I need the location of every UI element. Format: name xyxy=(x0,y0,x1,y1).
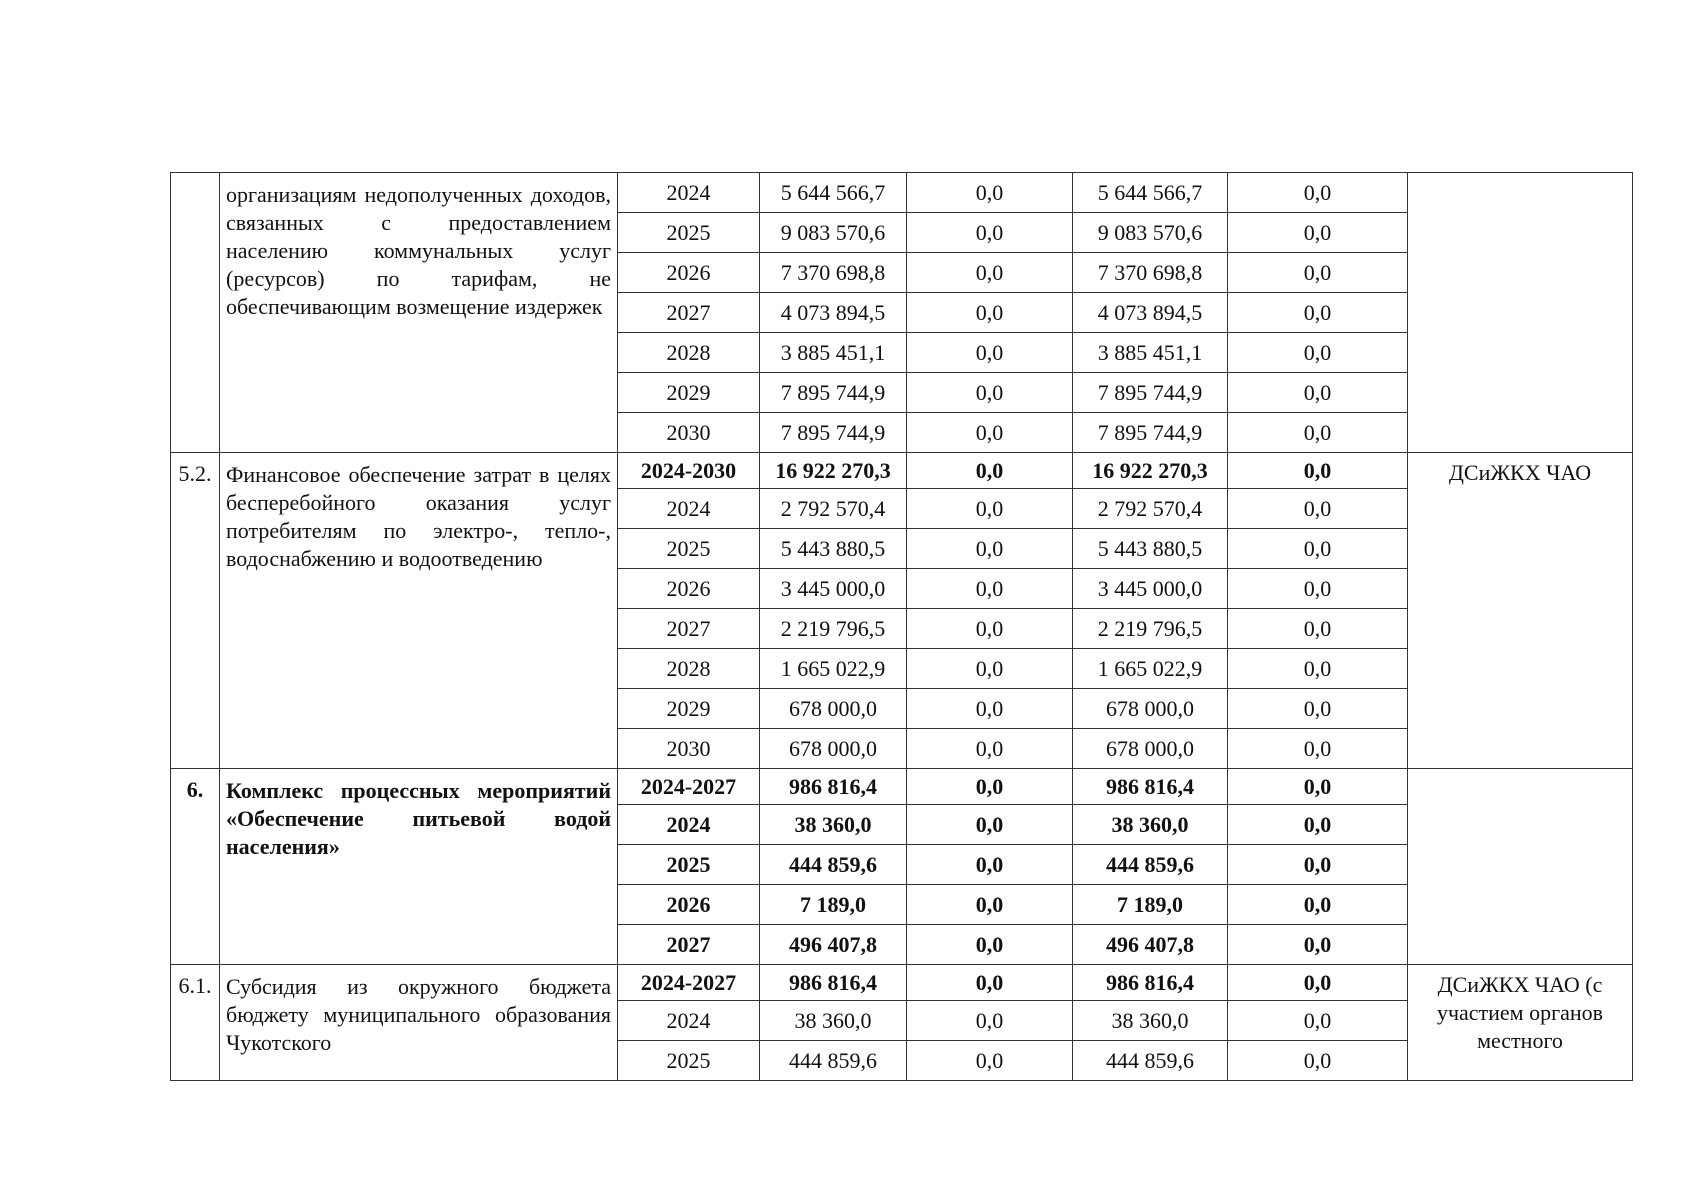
value-cell: 1 665 022,9 xyxy=(1073,649,1228,689)
table-row xyxy=(171,453,1633,489)
value-cell: 0,0 xyxy=(907,965,1073,1001)
total-cell: 2 219 796,5 xyxy=(760,609,907,649)
total-cell: 678 000,0 xyxy=(760,729,907,769)
value-cell: 678 000,0 xyxy=(1073,689,1228,729)
value-cell: 0,0 xyxy=(1228,609,1408,649)
value-cell: 7 189,0 xyxy=(1073,885,1228,925)
value-cell: 0,0 xyxy=(907,413,1073,453)
value-cell: 0,0 xyxy=(1228,1041,1408,1081)
value-cell: 0,0 xyxy=(907,885,1073,925)
value-cell: 0,0 xyxy=(1228,413,1408,453)
value-cell: 0,0 xyxy=(1228,845,1408,885)
value-cell: 0,0 xyxy=(907,649,1073,689)
total-cell: 986 816,4 xyxy=(760,965,907,1001)
value-cell: 0,0 xyxy=(907,253,1073,293)
table-row xyxy=(171,173,1633,213)
total-cell: 444 859,6 xyxy=(760,845,907,885)
item-index-cell xyxy=(171,173,220,453)
total-cell: 986 816,4 xyxy=(760,769,907,805)
value-cell: 0,0 xyxy=(1228,925,1408,965)
value-cell: 0,0 xyxy=(907,489,1073,529)
year-cell: 2027 xyxy=(618,925,760,965)
year-cell: 2028 xyxy=(618,333,760,373)
value-cell: 0,0 xyxy=(1228,569,1408,609)
executor-cell xyxy=(1408,769,1633,965)
value-cell: 986 816,4 xyxy=(1073,769,1228,805)
value-cell: 0,0 xyxy=(1228,173,1408,213)
value-cell: 4 073 894,5 xyxy=(1073,293,1228,333)
value-cell: 0,0 xyxy=(1228,885,1408,925)
executor-cell xyxy=(1408,173,1633,453)
year-cell: 2024 xyxy=(618,173,760,213)
year-cell: 2030 xyxy=(618,413,760,453)
year-cell: 2025 xyxy=(618,213,760,253)
value-cell: 38 360,0 xyxy=(1073,805,1228,845)
value-cell: 16 922 270,3 xyxy=(1073,453,1228,489)
value-cell: 0,0 xyxy=(907,729,1073,769)
year-cell: 2029 xyxy=(618,373,760,413)
year-cell: 2027 xyxy=(618,609,760,649)
value-cell: 0,0 xyxy=(1228,769,1408,805)
year-cell: 2029 xyxy=(618,689,760,729)
value-cell: 5 644 566,7 xyxy=(1073,173,1228,213)
value-cell: 0,0 xyxy=(907,609,1073,649)
value-cell: 0,0 xyxy=(907,845,1073,885)
total-cell: 496 407,8 xyxy=(760,925,907,965)
budget-table xyxy=(170,172,1633,1081)
value-cell: 0,0 xyxy=(907,213,1073,253)
value-cell: 9 083 570,6 xyxy=(1073,213,1228,253)
total-cell: 7 895 744,9 xyxy=(760,373,907,413)
value-cell: 0,0 xyxy=(1228,729,1408,769)
total-cell: 7 189,0 xyxy=(760,885,907,925)
table-row xyxy=(171,965,1633,1001)
period-cell: 2024-2027 xyxy=(618,769,760,805)
value-cell: 3 445 000,0 xyxy=(1073,569,1228,609)
value-cell: 0,0 xyxy=(907,1001,1073,1041)
value-cell: 0,0 xyxy=(1228,333,1408,373)
item-index: 6. xyxy=(171,769,220,965)
value-cell: 0,0 xyxy=(907,453,1073,489)
value-cell: 0,0 xyxy=(1228,489,1408,529)
value-cell: 678 000,0 xyxy=(1073,729,1228,769)
executor-cell: ДСиЖКХ ЧАО xyxy=(1408,453,1633,769)
value-cell: 7 895 744,9 xyxy=(1073,413,1228,453)
total-cell: 9 083 570,6 xyxy=(760,213,907,253)
item-description: Субсидия из окружного бюджета бюджету муниципального образования Чукотского xyxy=(220,965,618,1081)
value-cell: 0,0 xyxy=(1228,373,1408,413)
value-cell: 0,0 xyxy=(907,1041,1073,1081)
total-cell: 678 000,0 xyxy=(760,689,907,729)
value-cell: 0,0 xyxy=(907,769,1073,805)
total-cell: 16 922 270,3 xyxy=(760,453,907,489)
item-description: организациям недополученных доходов, связанных с предоставлением населению коммунальных услуг (ресурсов) по тарифам, не обеспечивающим возмещение издержек xyxy=(220,173,618,453)
year-cell: 2028 xyxy=(618,649,760,689)
year-cell: 2027 xyxy=(618,293,760,333)
item-description: Финансовое обеспечение затрат в целях бесперебойного оказания услуг потребителям по электро-, тепло-, водоснабжению и водоотведению xyxy=(220,453,618,769)
executor-cell: ДСиЖКХ ЧАО (с участием органов местного xyxy=(1408,965,1633,1081)
year-cell: 2026 xyxy=(618,569,760,609)
value-cell: 0,0 xyxy=(1228,1001,1408,1041)
period-cell: 2024-2030 xyxy=(618,453,760,489)
value-cell: 7 370 698,8 xyxy=(1073,253,1228,293)
value-cell: 0,0 xyxy=(1228,293,1408,333)
year-cell: 2024 xyxy=(618,1001,760,1041)
total-cell: 5 644 566,7 xyxy=(760,173,907,213)
total-cell: 3 885 451,1 xyxy=(760,333,907,373)
value-cell: 496 407,8 xyxy=(1073,925,1228,965)
period-cell: 2024-2027 xyxy=(618,965,760,1001)
value-cell: 38 360,0 xyxy=(1073,1001,1228,1041)
total-cell: 2 792 570,4 xyxy=(760,489,907,529)
value-cell: 0,0 xyxy=(907,333,1073,373)
value-cell: 0,0 xyxy=(1228,965,1408,1001)
total-cell: 4 073 894,5 xyxy=(760,293,907,333)
value-cell: 0,0 xyxy=(1228,453,1408,489)
year-cell: 2026 xyxy=(618,253,760,293)
value-cell: 3 885 451,1 xyxy=(1073,333,1228,373)
year-cell: 2026 xyxy=(618,885,760,925)
year-cell: 2025 xyxy=(618,529,760,569)
value-cell: 986 816,4 xyxy=(1073,965,1228,1001)
value-cell: 0,0 xyxy=(907,925,1073,965)
value-cell: 0,0 xyxy=(907,293,1073,333)
value-cell: 2 219 796,5 xyxy=(1073,609,1228,649)
total-cell: 38 360,0 xyxy=(760,1001,907,1041)
value-cell: 0,0 xyxy=(1228,529,1408,569)
item-description: Комплекс процессных мероприятий «Обеспечение питьевой водой населения» xyxy=(220,769,618,965)
table-row xyxy=(171,769,1633,805)
total-cell: 3 445 000,0 xyxy=(760,569,907,609)
total-cell: 444 859,6 xyxy=(760,1041,907,1081)
value-cell: 0,0 xyxy=(907,373,1073,413)
value-cell: 0,0 xyxy=(1228,213,1408,253)
year-cell: 2024 xyxy=(618,489,760,529)
year-cell: 2024 xyxy=(618,805,760,845)
total-cell: 7 370 698,8 xyxy=(760,253,907,293)
total-cell: 5 443 880,5 xyxy=(760,529,907,569)
value-cell: 7 895 744,9 xyxy=(1073,373,1228,413)
value-cell: 0,0 xyxy=(907,173,1073,213)
value-cell: 0,0 xyxy=(1228,253,1408,293)
value-cell: 0,0 xyxy=(907,805,1073,845)
value-cell: 0,0 xyxy=(1228,805,1408,845)
value-cell: 0,0 xyxy=(907,689,1073,729)
value-cell: 0,0 xyxy=(1228,649,1408,689)
year-cell: 2025 xyxy=(618,845,760,885)
value-cell: 444 859,6 xyxy=(1073,1041,1228,1081)
value-cell: 0,0 xyxy=(907,569,1073,609)
year-cell: 2030 xyxy=(618,729,760,769)
total-cell: 1 665 022,9 xyxy=(760,649,907,689)
total-cell: 38 360,0 xyxy=(760,805,907,845)
value-cell: 5 443 880,5 xyxy=(1073,529,1228,569)
value-cell: 0,0 xyxy=(1228,689,1408,729)
item-index: 6.1. xyxy=(171,965,220,1081)
value-cell: 444 859,6 xyxy=(1073,845,1228,885)
value-cell: 2 792 570,4 xyxy=(1073,489,1228,529)
total-cell: 7 895 744,9 xyxy=(760,413,907,453)
value-cell: 0,0 xyxy=(907,529,1073,569)
year-cell: 2025 xyxy=(618,1041,760,1081)
item-index: 5.2. xyxy=(171,453,220,769)
